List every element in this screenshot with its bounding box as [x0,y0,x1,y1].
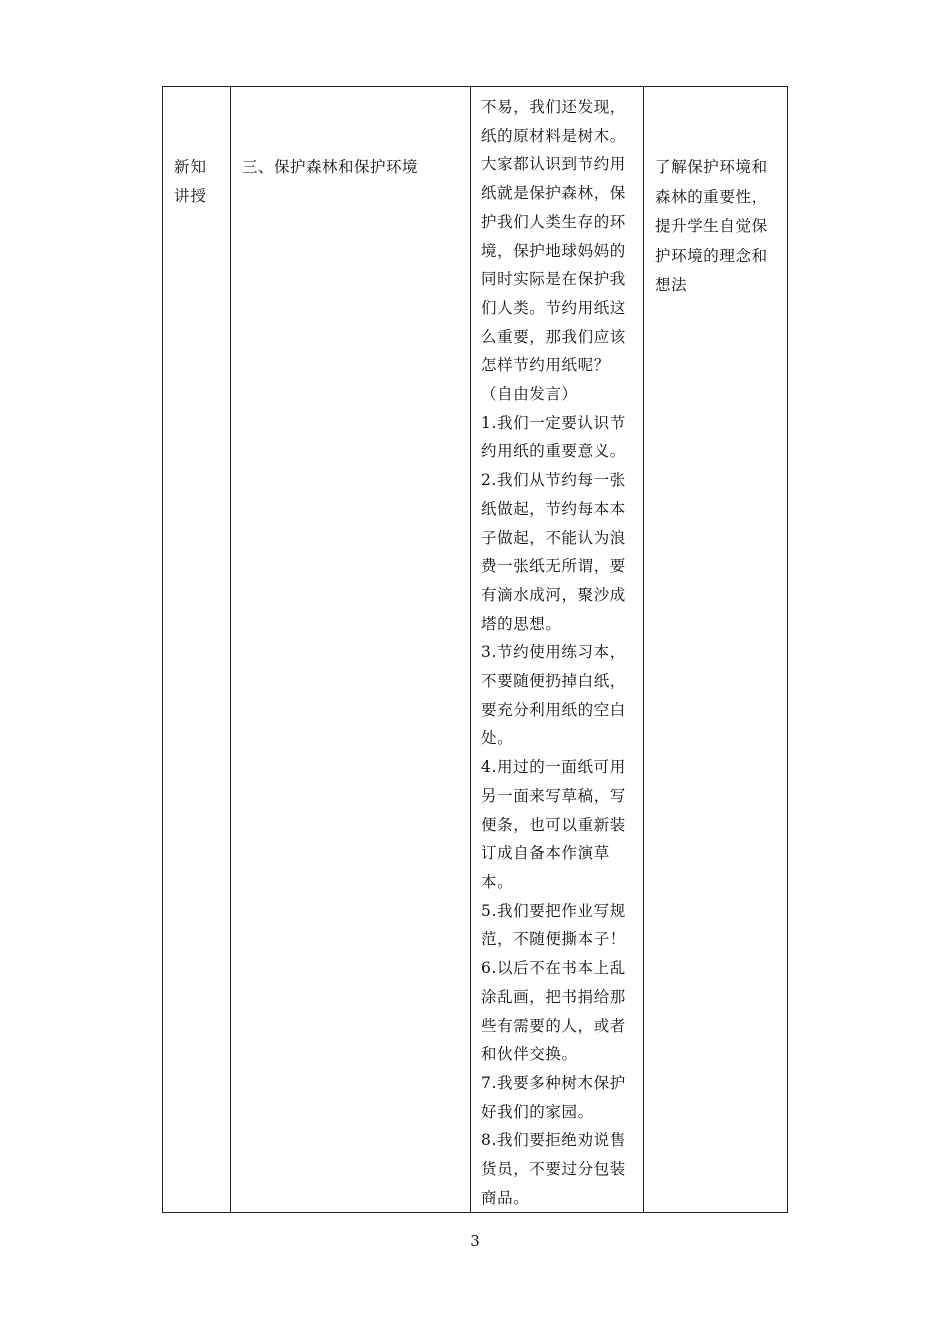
activity-cell [471,87,644,1213]
intent-line: 了解保护环境和 [655,158,768,176]
activity-text [471,87,643,1212]
activity-line: 些有需要的人，或者 [481,1016,626,1035]
activity-line: 怎样节约用纸呢？ [481,356,610,375]
lesson-plan-table [162,86,788,1213]
activity-line: 7.我要多种树木保护 [481,1073,626,1092]
intent-cell [644,87,788,1213]
activity-line: （自由发言） [481,385,578,404]
activity-line: 3.节约使用练习本， [481,643,626,662]
activity-line: 另一面来写草稿，写 [481,786,626,805]
activity-line: 本。 [481,872,514,891]
activity-line: 要充分利用纸的空白 [481,700,626,719]
design-intent-text [644,87,787,301]
activity-line: 同时实际是在保护我 [481,270,626,289]
page-number: 3 [470,1232,480,1250]
activity-line: 纸的原材料是树木。 [481,126,626,145]
activity-line: 不易，我们还发现， [481,98,626,116]
activity-line: 便条，也可以重新装 [481,815,626,834]
stage-cell [163,87,231,1213]
activity-line: 5.我们要把作业写规 [481,901,626,920]
activity-line: 好我们的家园。 [481,1102,594,1121]
activity-line: 4.用过的一面纸可用 [481,758,626,777]
table-row [163,87,788,1213]
activity-line: 约用纸的重要意义。 [481,442,626,461]
activity-line: 处。 [481,729,514,748]
activity-line: 6.以后不在书本上乱 [481,959,626,978]
stage-label [163,87,230,211]
content-heading: 三、保护森林和保护环境 [242,158,419,176]
activity-line: 2.我们从节约每一张 [481,471,626,490]
activity-line: 不要随便扔掉白纸， [481,672,626,691]
activity-line: 和伙伴交换。 [481,1045,578,1064]
activity-line: 订成自备本作演草 [481,844,610,863]
activity-line: 境，保护地球妈妈的 [481,241,626,260]
intent-line: 想法 [655,276,688,294]
activity-line: 费一张纸无所谓，要 [481,557,626,576]
activity-line: 么重要，那我们应该 [481,327,626,346]
intent-line: 提升学生自觉保 [655,217,768,235]
activity-line: 子做起，不能认为浪 [481,528,626,547]
intent-line: 护环境的理念和 [655,246,768,265]
activity-line: 涂乱画，把书捐给那 [481,987,626,1006]
activity-line: 有滴水成河，聚沙成 [481,585,626,604]
activity-line: 纸就是保护森林，保 [481,184,626,203]
stage-line: 新知 [174,158,208,176]
activity-line: 8.我们要拒绝劝说售 [481,1131,626,1150]
activity-line: 塔的思想。 [481,614,562,633]
activity-line: 货员，不要过分包装 [481,1160,626,1179]
activity-line: 纸做起，节约每本本 [481,499,626,518]
activity-line: 护我们人类生存的环 [481,212,626,231]
stage-line: 讲授 [174,187,208,205]
activity-line: 1.我们一定要认识节 [481,413,626,432]
activity-line: 商品。 [481,1188,530,1207]
activity-line: 大家都认识到节约用 [481,155,626,174]
intent-line: 森林的重要性， [655,187,768,206]
activity-line: 范，不随便撕本子！ [481,930,626,949]
content-cell [231,87,471,1213]
activity-line: 们人类。节约用纸这 [481,298,626,317]
